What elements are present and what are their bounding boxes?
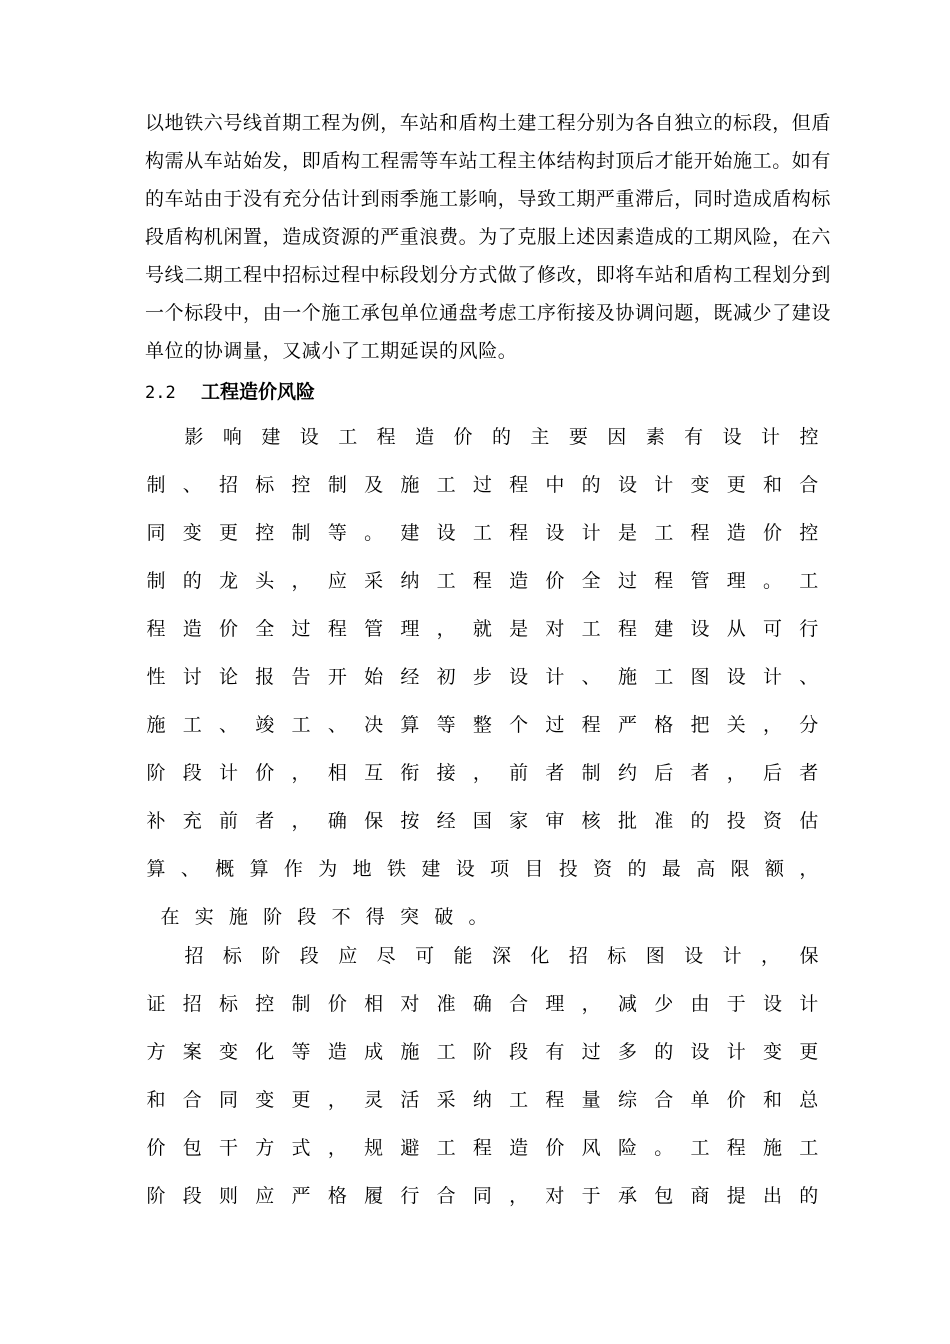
text-line: 制 、 招 标 控 制 及 施 工 过 程 中 的 设 计 变 更 和 合 xyxy=(146,474,819,496)
text-line: 阶 段 计 价 ， 相 互 衔 接 ， 前 者 制 约 后 者 ， 后 者 xyxy=(146,762,819,784)
paragraph-bidding-stage xyxy=(145,932,820,1220)
text-line: 价 包 干 方 式 ， 规 避 工 程 造 价 风 险 。 工 程 施 工 xyxy=(146,1137,819,1159)
text-line: 补 充 前 者 ， 确 保 按 经 国 家 审 核 批 准 的 投 资 估 xyxy=(146,810,819,832)
paragraph-cost-factors xyxy=(145,413,820,941)
text-line: 算 、 概 算 作 为 地 铁 建 设 项 目 投 资 的 最 高 限 额 ， xyxy=(146,858,819,880)
text-line: 单位的协调量，又减小了工期延误的风险。 xyxy=(145,340,518,362)
text-line: 在 实 施 阶 段 不 得 突 破 。 xyxy=(160,906,488,928)
text-line: 招 标 阶 段 应 尽 可 能 深 化 招 标 图 设 计 ， 保 xyxy=(184,945,819,967)
text-line: 制 的 龙 头 ， 应 采 纳 工 程 造 价 全 过 程 管 理 。 工 xyxy=(146,570,819,592)
text-line: 段盾构机闲置，造成资源的严重浪费。为了克服上述因素造成的工期风险，在六 xyxy=(145,226,832,248)
section-heading xyxy=(145,373,315,411)
text-line: 程 造 价 全 过 程 管 理 ， 就 是 对 工 程 建 设 从 可 行 xyxy=(146,618,819,640)
text-line: 号线二期工程中招标过程中标段划分方式做了修改，即将车站和盾构工程划分到 xyxy=(145,264,832,286)
text-line: 影 响 建 设 工 程 造 价 的 主 要 因 素 有 设 计 控 xyxy=(184,426,819,448)
text-line: 方 案 变 化 等 造 成 施 工 阶 段 有 过 多 的 设 计 变 更 xyxy=(146,1041,819,1063)
text-line: 和 合 同 变 更 ， 灵 活 采 纳 工 程 量 综 合 单 价 和 总 xyxy=(146,1089,819,1111)
text-line: 施 工 、 竣 工 、 决 算 等 整 个 过 程 严 格 把 关 ， 分 xyxy=(146,714,819,736)
text-line: 以地铁六号线首期工程为例，车站和盾构土建工程分别为各自独立的标段，但盾 xyxy=(145,112,832,134)
text-line: 阶 段 则 应 严 格 履 行 合 同 ， 对 于 承 包 商 提 出 的 xyxy=(146,1185,819,1207)
text-line: 的车站由于没有充分估计到雨季施工影响，导致工期严重滞后，同时造成盾构标 xyxy=(145,188,832,210)
text-line: 同 变 更 控 制 等 。 建 设 工 程 设 计 是 工 程 造 价 控 xyxy=(146,522,819,544)
text-line: 证 招 标 控 制 价 相 对 准 确 合 理 ， 减 少 由 于 设 计 xyxy=(146,993,819,1015)
text-line: 性 讨 论 报 告 开 始 经 初 步 设 计 、 施 工 图 设 计 、 xyxy=(146,666,819,688)
text-line: 构需从车站始发，即盾构工程需等车站工程主体结构封顶后才能开始施工。如有 xyxy=(145,150,832,172)
section-title: 工程造价风险 xyxy=(201,381,316,403)
paragraph-schedule-risk xyxy=(145,104,845,370)
text-line: 一个标段中，由一个施工承包单位通盘考虑工序衔接及协调问题，既减少了建设 xyxy=(145,302,832,324)
section-number: 2.2 xyxy=(145,383,176,403)
